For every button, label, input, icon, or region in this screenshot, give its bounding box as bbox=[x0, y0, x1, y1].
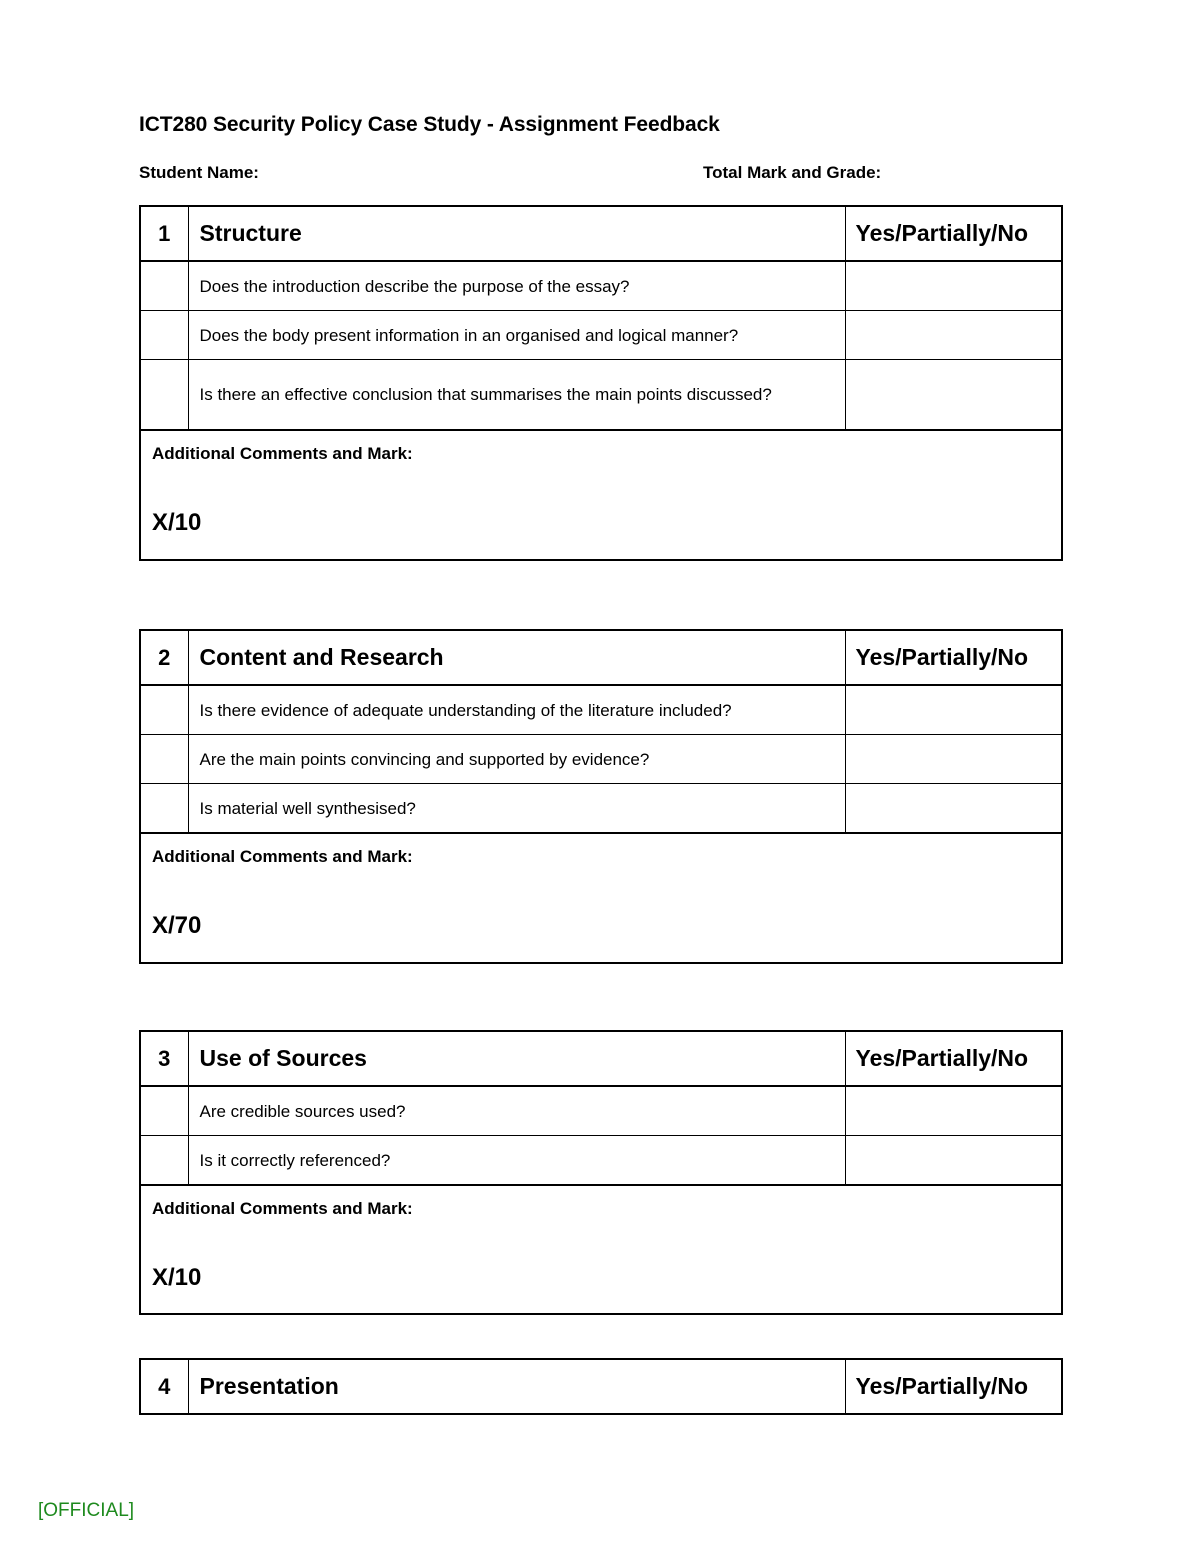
rubric-section-content-research bbox=[139, 629, 1063, 964]
section-title: Content and Research bbox=[188, 630, 845, 685]
question-row bbox=[140, 784, 1062, 834]
question-row bbox=[140, 261, 1062, 311]
comment-label: Additional Comments and Mark: bbox=[152, 847, 413, 866]
question-text: Is it correctly referenced? bbox=[188, 1136, 845, 1186]
answer-column-header: Yes/Partially/No bbox=[845, 630, 1062, 685]
answer-cell[interactable] bbox=[845, 311, 1062, 360]
comment-label: Additional Comments and Mark: bbox=[152, 1199, 413, 1218]
question-text: Does the introduction describe the purpose of the essay? bbox=[188, 261, 845, 311]
rubric-section-structure bbox=[139, 205, 1063, 561]
section-mark: X/10 bbox=[152, 509, 202, 536]
question-number-cell bbox=[140, 1086, 188, 1136]
question-text: Does the body present information in an organised and logical manner? bbox=[188, 311, 845, 360]
answer-column-header: Yes/Partially/No bbox=[845, 1359, 1062, 1414]
question-row bbox=[140, 1136, 1062, 1186]
question-row bbox=[140, 311, 1062, 360]
question-number-cell bbox=[140, 1136, 188, 1186]
comment-row bbox=[140, 833, 1062, 963]
section-header-row bbox=[140, 206, 1062, 261]
question-text: Are credible sources used? bbox=[188, 1086, 845, 1136]
answer-cell[interactable] bbox=[845, 685, 1062, 735]
answer-cell[interactable] bbox=[845, 1136, 1062, 1186]
comment-cell[interactable] bbox=[140, 1185, 1062, 1314]
question-text: Is material well synthesised? bbox=[188, 784, 845, 834]
comment-cell[interactable] bbox=[140, 430, 1062, 560]
section-title: Use of Sources bbox=[188, 1031, 845, 1086]
section-header-row bbox=[140, 1031, 1062, 1086]
section-number: 4 bbox=[140, 1359, 188, 1414]
question-row bbox=[140, 1086, 1062, 1136]
question-number-cell bbox=[140, 360, 188, 431]
answer-cell[interactable] bbox=[845, 1086, 1062, 1136]
section-title: Presentation bbox=[188, 1359, 845, 1414]
classification-marking: [OFFICIAL] bbox=[38, 1500, 135, 1521]
section-header-row bbox=[140, 1359, 1062, 1414]
section-number: 2 bbox=[140, 630, 188, 685]
question-number-cell bbox=[140, 685, 188, 735]
question-text: Are the main points convincing and supported by evidence? bbox=[188, 735, 845, 784]
comment-row bbox=[140, 1185, 1062, 1314]
answer-cell[interactable] bbox=[845, 360, 1062, 431]
answer-cell[interactable] bbox=[845, 261, 1062, 311]
answer-cell[interactable] bbox=[845, 735, 1062, 784]
section-number: 3 bbox=[140, 1031, 188, 1086]
answer-column-header: Yes/Partially/No bbox=[845, 206, 1062, 261]
question-row bbox=[140, 360, 1062, 431]
question-row bbox=[140, 735, 1062, 784]
document-title: ICT280 Security Policy Case Study - Assignment Feedback bbox=[139, 113, 720, 136]
comment-row bbox=[140, 430, 1062, 560]
section-title: Structure bbox=[188, 206, 845, 261]
question-row bbox=[140, 685, 1062, 735]
answer-column-header: Yes/Partially/No bbox=[845, 1031, 1062, 1086]
answer-cell[interactable] bbox=[845, 784, 1062, 834]
comment-label: Additional Comments and Mark: bbox=[152, 444, 413, 463]
question-text: Is there an effective conclusion that summarises the main points discussed? bbox=[188, 360, 845, 431]
section-header-row bbox=[140, 630, 1062, 685]
question-text: Is there evidence of adequate understanding of the literature included? bbox=[188, 685, 845, 735]
section-mark: X/70 bbox=[152, 912, 202, 939]
section-mark: X/10 bbox=[152, 1264, 202, 1291]
question-number-cell bbox=[140, 735, 188, 784]
rubric-section-use-of-sources bbox=[139, 1030, 1063, 1315]
total-mark-label: Total Mark and Grade: bbox=[703, 163, 882, 182]
section-number: 1 bbox=[140, 206, 188, 261]
rubric-section-presentation bbox=[139, 1358, 1063, 1415]
comment-cell[interactable] bbox=[140, 833, 1062, 963]
question-number-cell bbox=[140, 784, 188, 834]
student-name-label: Student Name: bbox=[139, 163, 259, 182]
question-number-cell bbox=[140, 261, 188, 311]
question-number-cell bbox=[140, 311, 188, 360]
